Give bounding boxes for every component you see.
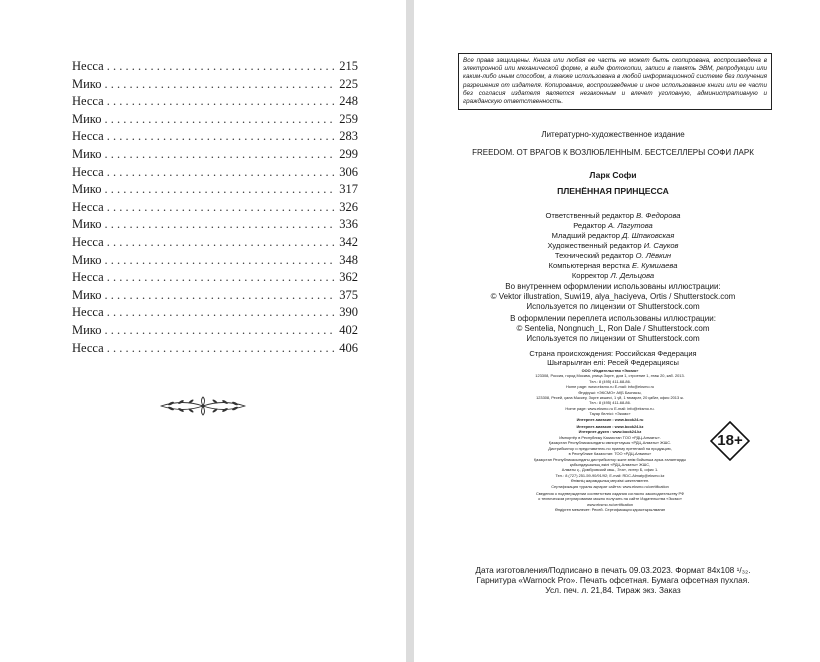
toc-leader-dots: [107, 93, 337, 111]
publisher-line: о техническом регулировании можно получить на сайте Издательства «Эксмо»: [538, 496, 682, 502]
toc-leader-dots: [107, 199, 337, 217]
toc-row[interactable]: [72, 269, 358, 287]
toc-leader-dots: [107, 128, 337, 146]
cover-illus-sources: © Sentelia, Nongnuch_L, Ron Dale / Shutterstock.com: [516, 324, 710, 333]
publisher-line: Тел.: 8 (495) 411-68-86.: [589, 400, 631, 406]
publisher-line: 123308, Ресей, қала Мәскеу, Зорге көшесі, 1 үй, 1 ғимарат, 20 қабат, офис 2013 ж.: [536, 395, 684, 401]
publisher-line: Интернет-магазин : www.book24.kz: [576, 424, 644, 430]
credit-person: О. Лёвкин: [635, 251, 672, 260]
toc-page-number: 248: [339, 94, 358, 109]
toc-chapter-name: Мико: [72, 217, 102, 232]
credit-person: Е. Кумшаева: [632, 261, 678, 270]
publisher-line: Home page: www.eksmo.ru E-mail: info@eksmo.ru: [565, 384, 655, 390]
credit-role: Компьютерная верстка: [548, 261, 630, 270]
series-label: FREEDOM. ОТ ВРАГОВ К ВОЗЛЮБЛЕННЫМ. БЕСТСЕЛЛЕРЫ СОФИ ЛАРК: [472, 148, 754, 157]
credit-person: В. Федорова: [636, 211, 681, 220]
inner-illus-license: Используется по лицензии от Shutterstock.com: [526, 302, 700, 311]
toc-leader-dots: [107, 269, 337, 287]
toc-row[interactable]: [72, 340, 358, 358]
publisher-line: 123308, Россия, город Москва, улица Зорге, дом 1, строение 1, этаж 20, каб. 2013.: [535, 373, 685, 379]
toc-leader-dots: [105, 146, 337, 164]
toc-row[interactable]: [72, 234, 358, 252]
toc-page-number: 375: [339, 287, 358, 302]
toc-row[interactable]: [72, 93, 358, 111]
toc-row[interactable]: [72, 181, 358, 199]
toc-page-number: 406: [339, 340, 358, 355]
publisher-line: Дистрибьютор и представитель по приему претензий на продукцию,: [548, 445, 672, 451]
toc-page-number: 362: [339, 270, 358, 285]
credit-role: Корректор: [571, 271, 609, 280]
toc-row[interactable]: [72, 304, 358, 322]
credit-line: [448, 221, 778, 231]
toc-row[interactable]: [72, 164, 358, 182]
credit-person: Д. Шпаковская: [622, 231, 675, 240]
toc-chapter-name: Несса: [72, 199, 104, 214]
toc-leader-dots: [107, 304, 337, 322]
publisher-line: Өнімнің жарамдылық мерзімі шектелмеген.: [570, 478, 650, 484]
typeface-line: Гарнитура «Warnock Pro». Печать офсетная. Бумага офсетная пухлая.: [476, 575, 750, 585]
toc-page-number: 283: [339, 129, 358, 144]
publisher-line: Тел.: 8 (495) 411-68-86.: [589, 378, 631, 384]
toc-page-number: 348: [339, 252, 358, 267]
toc-chapter-name: Несса: [72, 340, 104, 355]
toc-chapter-name: Мико: [72, 252, 102, 267]
copyright-notice-box: Все права защищены. Книга или любая ее часть не может быть скопирована, воспроизведена в электронной или механической форме, в виде фотокопии, записи в память ЭВМ, репродукции или каким-либо иным способом, а также использована в любой информационной системе без получения разрешения от издателя. Копирование, воспроизведение и иное использование книги или ее части без согласия издателя является незаконным и влечет уголовную, административную и гражданскую ответственность.: [458, 53, 772, 110]
toc-page-number: 225: [339, 76, 358, 91]
toc-chapter-name: Мико: [72, 111, 102, 126]
toc-chapter-name: Несса: [72, 129, 104, 144]
print-run-line: Усл. печ. л. 21,84. Тираж экз. Заказ: [545, 585, 681, 595]
toc-leader-dots: [105, 252, 337, 270]
toc-row[interactable]: [72, 199, 358, 217]
toc-page-number: 402: [339, 322, 358, 337]
toc-leader-dots: [105, 216, 337, 234]
toc-page-number: 299: [339, 146, 358, 161]
table-of-contents: [72, 58, 358, 357]
credit-role: Художественный редактор: [547, 241, 642, 250]
genre-label: Литературно-художественное издание: [541, 130, 685, 139]
toc-chapter-name: Мико: [72, 322, 102, 337]
toc-page-number: 215: [339, 59, 358, 73]
toc-row[interactable]: [72, 216, 358, 234]
toc-row[interactable]: [72, 322, 358, 340]
credits-list: [448, 211, 778, 281]
toc-chapter-name: Мико: [72, 287, 102, 302]
toc-row[interactable]: [72, 287, 358, 305]
publisher-line: Тел.: 8 (727) 251-59-90/91/92; E-mail: RDC-Almaty@eksmo.kz: [555, 472, 665, 478]
inner-illus-heading: Во внутреннем оформлении использованы иллюстрации:: [505, 282, 721, 291]
toc-leader-dots: [107, 340, 337, 358]
credit-role: Редактор: [573, 221, 606, 230]
credit-role: Технический редактор: [554, 251, 634, 260]
toc-row[interactable]: [72, 252, 358, 270]
credit-role: Ответственный редактор: [545, 211, 635, 220]
toc-page-number: 326: [339, 199, 358, 214]
toc-leader-dots: [107, 234, 337, 252]
inner-illus-sources: © Vektor illustration, Suwi19, alya_haciyeva, Ortis / Shutterstock.com: [490, 292, 736, 301]
origin-kz: Шығарылған елі: Ресей Федерациясы: [547, 357, 679, 367]
toc-leader-dots: [105, 181, 337, 199]
publisher-line: www.eksmo.ru/certification: [586, 501, 634, 507]
toc-chapter-name: Несса: [72, 164, 104, 179]
credit-role: Младший редактор: [551, 231, 620, 240]
toc-leader-dots: [105, 111, 337, 129]
publisher-line: Тауар белгісі: «Эксмо»: [589, 411, 631, 417]
toc-chapter-name: Несса: [72, 270, 104, 285]
toc-row[interactable]: [72, 146, 358, 164]
publisher-line: Сведения о подтверждении соответствия издания согласно законодательству РФ: [535, 490, 685, 496]
publisher-line: в Республике Казахстан: ТОО «РДЦ-Алматы»: [568, 451, 652, 457]
toc-page-number: 259: [339, 111, 358, 126]
inner-illustrations-credit: [448, 282, 778, 312]
credit-line: [448, 251, 778, 261]
publisher-line: Интернет-дүкен : www.book24.kz: [578, 429, 642, 435]
credit-line: [448, 241, 778, 251]
print-date-line: Дата изготовления/Подписано в печать 09.03.2023. Формат 84x108 ¹/₃₂.: [475, 565, 751, 575]
publisher-line: қабылдаушының өкілі «РДЦ-Алматы» ЖШС,: [569, 461, 651, 467]
floral-ornament-icon: [153, 395, 253, 417]
print-details: [448, 565, 778, 595]
toc-leader-dots: [107, 58, 337, 76]
publisher-line: Home page: www.eksmo.ru E-mail: info@eksmo.ru.: [565, 405, 655, 411]
toc-chapter-name: Несса: [72, 59, 104, 73]
toc-leader-dots: [105, 76, 337, 94]
toc-chapter-name: Мико: [72, 146, 102, 161]
toc-row[interactable]: [72, 128, 358, 146]
toc-chapter-name: Несса: [72, 305, 104, 320]
publisher-line: Интернет-магазин : www.book24.ru: [576, 416, 644, 422]
credit-line: [448, 261, 778, 271]
publisher-line: Қазақстан Республикасындағы импорттаушы «РДЦ-Алматы» ЖШС.: [548, 440, 672, 446]
publisher-line: Өндірген мемлекет: Ресей. Сертификация қарастырылмаған: [554, 507, 666, 513]
publisher-line: ООО «Издательство «Эксмо»: [581, 368, 639, 373]
toc-page-number: 336: [339, 217, 358, 232]
toc-page-number: 390: [339, 305, 358, 320]
toc-page-number: 342: [339, 234, 358, 249]
credit-line: [448, 231, 778, 241]
toc-leader-dots: [107, 164, 337, 182]
cover-illus-license: Используется по лицензии от Shutterstock.com: [526, 334, 700, 343]
toc-row[interactable]: [72, 111, 358, 129]
cover-illustrations-credit: [448, 314, 778, 344]
origin-ru: Страна происхождения: Российская Федерация: [529, 349, 697, 358]
age-rating-label: 18+: [717, 432, 743, 449]
toc-chapter-name: Мико: [72, 76, 102, 91]
toc-chapter-name: Мико: [72, 182, 102, 197]
toc-chapter-name: Несса: [72, 94, 104, 109]
credit-line: [448, 271, 778, 281]
toc-chapter-name: Несса: [72, 234, 104, 249]
author-name: Ларк Софи: [589, 170, 637, 180]
toc-leader-dots: [105, 322, 337, 340]
toc-row[interactable]: [72, 58, 358, 76]
credit-person: И. Сауков: [643, 241, 679, 250]
publisher-line: Өндіруші: «ЭКСМО» АҚБ Баспасы,: [578, 389, 642, 395]
credit-person: А. Лагутова: [608, 221, 653, 230]
credit-line: [448, 211, 778, 221]
publisher-line: Алматы қ., Домбровский көш., 3«а», литер Б, офис 1.: [561, 467, 659, 473]
publisher-line: Қазақстан Республикасындағы дистрибьютор және өнім бойынша арыз-талаптарды: [533, 456, 687, 462]
toc-page-number: 306: [339, 164, 358, 179]
toc-leader-dots: [105, 287, 337, 305]
book-gutter: [406, 0, 414, 662]
country-of-origin: [448, 350, 778, 367]
cover-illus-heading: В оформлении переплета использованы иллюстрации:: [510, 314, 716, 323]
toc-page-number: 317: [339, 182, 358, 197]
publisher-line: Сертификация туралы ақпарат сайтта: www.eksmo.ru/certification: [551, 483, 669, 489]
toc-row[interactable]: [72, 76, 358, 94]
book-title: ПЛЕНЁННАЯ ПРИНЦЕССА: [557, 186, 669, 196]
credit-person: Л. Дельцова: [610, 271, 655, 280]
publisher-line: Импортёр в Республику Казахстан ТОО «РДЦ-Алматы».: [559, 434, 661, 440]
